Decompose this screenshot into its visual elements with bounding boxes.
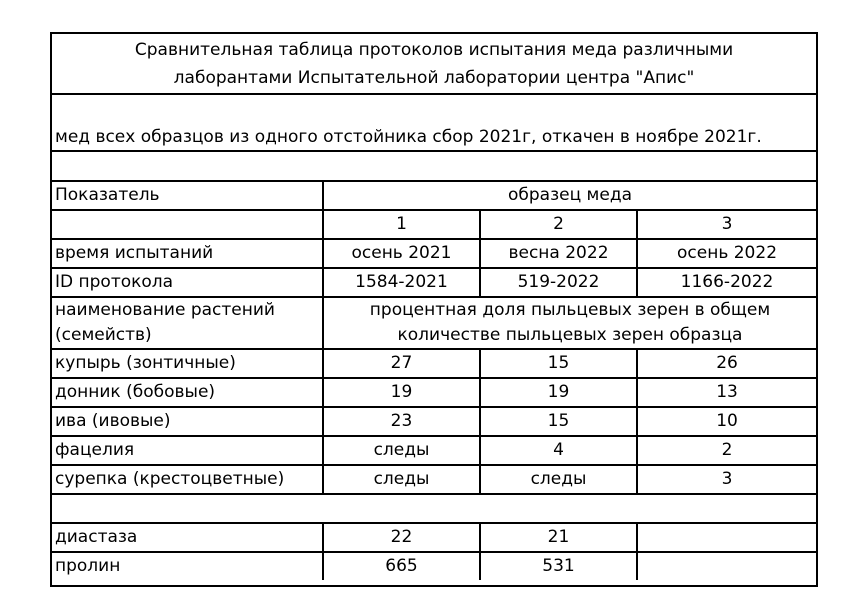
- enzyme-name: диастаза: [52, 523, 323, 552]
- spacer-cell: [52, 494, 816, 523]
- plants-label-line-1: наименование растений: [52, 297, 323, 323]
- table-subtitle: мед всех образцов из одного отстойника сбор 2021г, откачен в ноябре 2021г.: [52, 95, 816, 152]
- plant-value: следы: [323, 436, 480, 465]
- indicator-header: Показатель: [52, 182, 323, 210]
- table-row: [52, 552, 816, 580]
- plant-value: 3: [637, 465, 816, 494]
- plants-desc-line-1: процентная доля пыльцевых зерен в общем: [369, 300, 771, 320]
- data-table: [52, 182, 816, 580]
- enzyme-value: [637, 523, 816, 552]
- enzyme-name: пролин: [52, 552, 323, 580]
- plant-name: купырь (зонтичные): [52, 349, 323, 378]
- protocol-id-1: 1584-2021: [323, 268, 480, 297]
- blank-row: [52, 152, 816, 182]
- table-row: [52, 436, 816, 465]
- table-row: [52, 407, 816, 436]
- plant-name: фацелия: [52, 436, 323, 465]
- plant-value: 2: [637, 436, 816, 465]
- sample-num-1: 1: [323, 210, 480, 239]
- test-time-3: осень 2022: [637, 239, 816, 268]
- test-time-label: время испытаний: [52, 239, 323, 268]
- plants-desc-line-2: количестве пыльцевых зерен образца: [323, 323, 816, 349]
- plant-value: 26: [637, 349, 816, 378]
- plant-value: 10: [637, 407, 816, 436]
- plants-header-row-1: [52, 297, 816, 323]
- plant-name: донник (бобовые): [52, 378, 323, 407]
- table-row: [52, 378, 816, 407]
- table-row: [52, 465, 816, 494]
- sample-num-3: 3: [637, 210, 816, 239]
- plant-value: следы: [323, 465, 480, 494]
- plant-name: сурепка (крестоцветные): [52, 465, 323, 494]
- enzyme-value: 531: [480, 552, 637, 580]
- plant-value: 19: [480, 378, 637, 407]
- table-row: [52, 523, 816, 552]
- plant-value: 13: [637, 378, 816, 407]
- sample-number-row: [52, 210, 816, 239]
- protocol-id-row: [52, 268, 816, 297]
- enzyme-value: 665: [323, 552, 480, 580]
- enzyme-value: 21: [480, 523, 637, 552]
- sample-num-2: 2: [480, 210, 637, 239]
- title-line-1: Сравнительная таблица протоколов испытания меда различными: [134, 39, 734, 60]
- plant-value: 19: [323, 378, 480, 407]
- protocol-id-label: ID протокола: [52, 268, 323, 297]
- empty-cell: [52, 210, 323, 239]
- test-time-2: весна 2022: [480, 239, 637, 268]
- sample-header: образец меда: [323, 182, 816, 210]
- test-time-1: осень 2021: [323, 239, 480, 268]
- table-row: [52, 349, 816, 378]
- spacer-row: [52, 494, 816, 523]
- plant-value: 15: [480, 349, 637, 378]
- plant-value: 15: [480, 407, 637, 436]
- plant-name: ива (ивовые): [52, 407, 323, 436]
- plant-value: следы: [480, 465, 637, 494]
- header-row: [52, 182, 816, 210]
- table-title: [52, 34, 816, 95]
- protocol-id-2: 519-2022: [480, 268, 637, 297]
- plant-value: 27: [323, 349, 480, 378]
- title-line-2: лаборантами Испытательной лаборатории центра "Апис": [173, 67, 695, 88]
- protocol-id-3: 1166-2022: [637, 268, 816, 297]
- test-time-row: [52, 239, 816, 268]
- enzyme-value: [637, 552, 816, 580]
- comparison-table-sheet: [50, 32, 818, 587]
- plants-header-row-2: [52, 323, 816, 349]
- enzyme-value: 22: [323, 523, 480, 552]
- plant-value: 4: [480, 436, 637, 465]
- plant-value: 23: [323, 407, 480, 436]
- plants-label-line-2: (семейств): [52, 323, 323, 349]
